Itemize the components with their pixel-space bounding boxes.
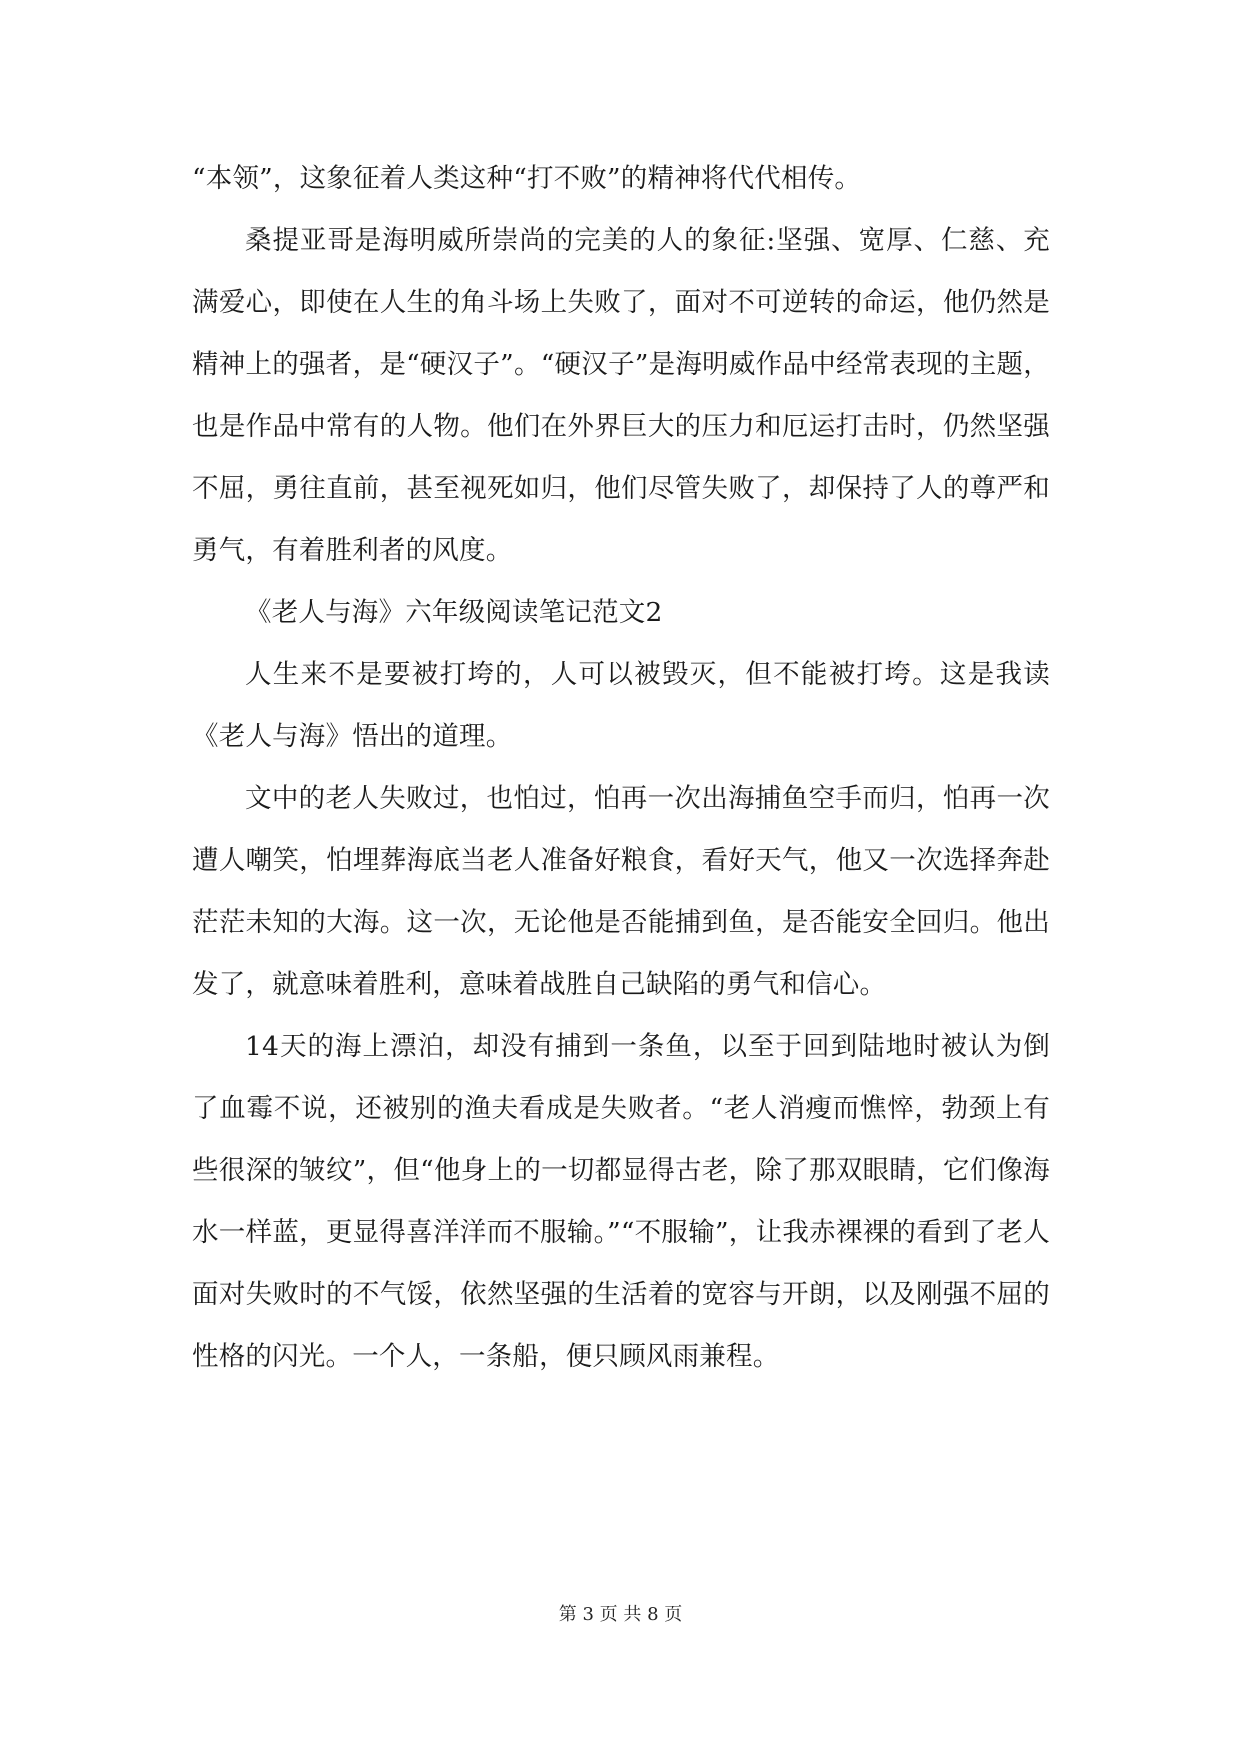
page-number-footer: 第 3 页 共 8 页 [558, 1604, 683, 1625]
body-text [192, 148, 1050, 1388]
paragraph-intro: 人生来不是要被打垮的，人可以被毁灭，但不能被打垮。这是我读《老人与海》悟出的道理。 [192, 659, 1050, 752]
paragraph-santiago: 桑提亚哥是海明威所崇尚的完美的人的象征:坚强、宽厚、仁慈、充满爱心，即使在人生的角斗场上失败了，面对不可逆转的命运，他仍然是精神上的强者，是“硬汉子”。“硬汉子”是海明威作品中经常表现的主题，也是作品中常有的人物。他们在外界巨大的压力和厄运打击时，仍然坚强不屈，勇往直前，甚至视死如归，他们尽管失败了，却保持了人的尊严和勇气，有着胜利者的风度。 [192, 225, 1050, 566]
paragraph-old-man: 文中的老人失败过，也怕过，怕再一次出海捕鱼空手而归，怕再一次遭人嘲笑，怕埋葬海底当老人准备好粮食，看好天气，他又一次选择奔赴茫茫未知的大海。这一次，无论他是否能捕到鱼，是否能安全回归。他出发了，就意味着胜利，意味着战胜自己缺陷的勇气和信心。 [192, 783, 1050, 1000]
paragraph-continuation: “本领”，这象征着人类这种“打不败”的精神将代代相传。 [192, 163, 862, 194]
section-heading: 《老人与海》六年级阅读笔记范文2 [245, 597, 663, 628]
paragraph-fourteen-days: 14天的海上漂泊，却没有捕到一条鱼，以至于回到陆地时被认为倒了血霉不说，还被别的渔夫看成是失败者。“老人消瘦而憔悴，勃颈上有些很深的皱纹”，但“他身上的一切都显得古老，除了那双眼睛，它们像海水一样蓝，更显得喜洋洋而不服输。”“不服输”，让我赤裸裸的看到了老人面对失败时的不气馁，依然坚强的生活着的宽容与开朗，以及刚强不屈的性格的闪光。一个人，一条船，便只顾风雨兼程。 [192, 1031, 1050, 1372]
